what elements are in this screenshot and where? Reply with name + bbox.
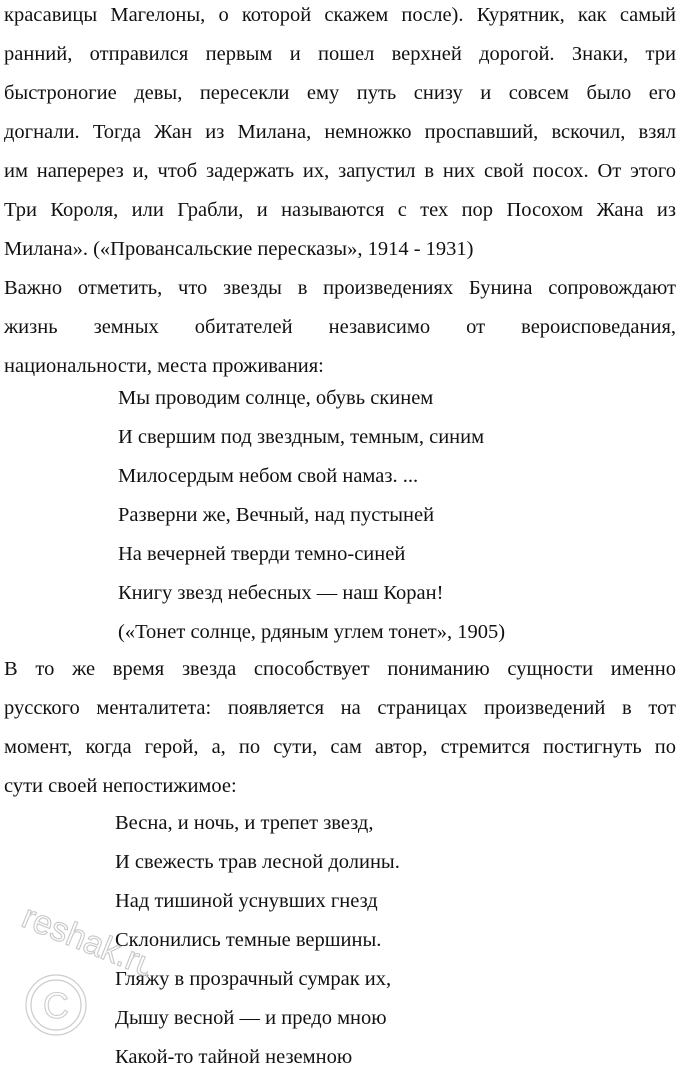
text-line: догнали. Тогда Жан из Милана, немножко проспавший, вскочил, взял bbox=[4, 121, 676, 143]
poem-line: Гляжу в прозрачный сумрак их, bbox=[115, 968, 392, 990]
poem-line: Дышу весной — и предо мною bbox=[115, 1007, 387, 1029]
text-line: Важно отметить, что звезды в произведениях Бунина сопровождают bbox=[4, 277, 676, 299]
svg-text:C: C bbox=[43, 985, 69, 1026]
text-line: красавицы Магелоны, о которой скажем после). Курятник, как самый bbox=[4, 4, 676, 26]
poem-line: Весна, и ночь, и трепет звезд, bbox=[115, 812, 374, 834]
text-line: ранний, отправился первым и пошел верхней дорогой. Знаки, три bbox=[4, 43, 676, 65]
poem-line: И свершим под звездным, темным, синим bbox=[118, 426, 485, 448]
text-line: Три Короля, или Грабли, и называются с тех пор Посохом Жана из bbox=[4, 199, 676, 221]
poem-line: Книгу звезд небесных — наш Коран! bbox=[118, 582, 444, 604]
watermark-text: reshak.ru bbox=[16, 905, 148, 987]
text-line: быстроногие девы, пересекли ему путь снизу и совсем было его bbox=[4, 82, 676, 104]
text-line: им наперерез и, чтоб задержать их, запустил в них свой посох. От этого bbox=[4, 160, 676, 182]
poem-line: Склонились темные вершины. bbox=[115, 929, 382, 951]
text-line: национальности, места проживания: bbox=[4, 355, 324, 377]
poem-line: Над тишиной уснувших гнезд bbox=[115, 890, 378, 912]
poem-line: На вечерней тверди темно-синей bbox=[118, 543, 406, 565]
text-line: Милана». («Провансальские пересказы», 1914 - 1931) bbox=[4, 238, 474, 260]
text-line: сути своей непостижимое: bbox=[4, 775, 237, 797]
text-line: жизнь земных обитателей независимо от вероисповедания, bbox=[4, 316, 676, 338]
text-line: русского менталитета: появляется на страницах произведений в тот bbox=[4, 697, 676, 719]
poem-citation: («Тонет солнце, рдяным углем тонет», 1905) bbox=[118, 621, 506, 643]
poem-line: Милосердым небом свой намаз. ... bbox=[118, 465, 419, 487]
poem-line: Какой-то тайной неземною bbox=[115, 1046, 353, 1068]
poem-line: И свежесть трав лесной долины. bbox=[115, 851, 400, 873]
poem-line: Мы проводим солнце, обувь скинем bbox=[118, 387, 434, 409]
text-line: момент, когда герой, а, по сути, сам автор, стремится постигнуть по bbox=[4, 736, 676, 758]
poem-line: Разверни же, Вечный, над пустыней bbox=[118, 504, 435, 526]
text-line: В то же время звезда способствует пониманию сущности именно bbox=[4, 658, 676, 680]
